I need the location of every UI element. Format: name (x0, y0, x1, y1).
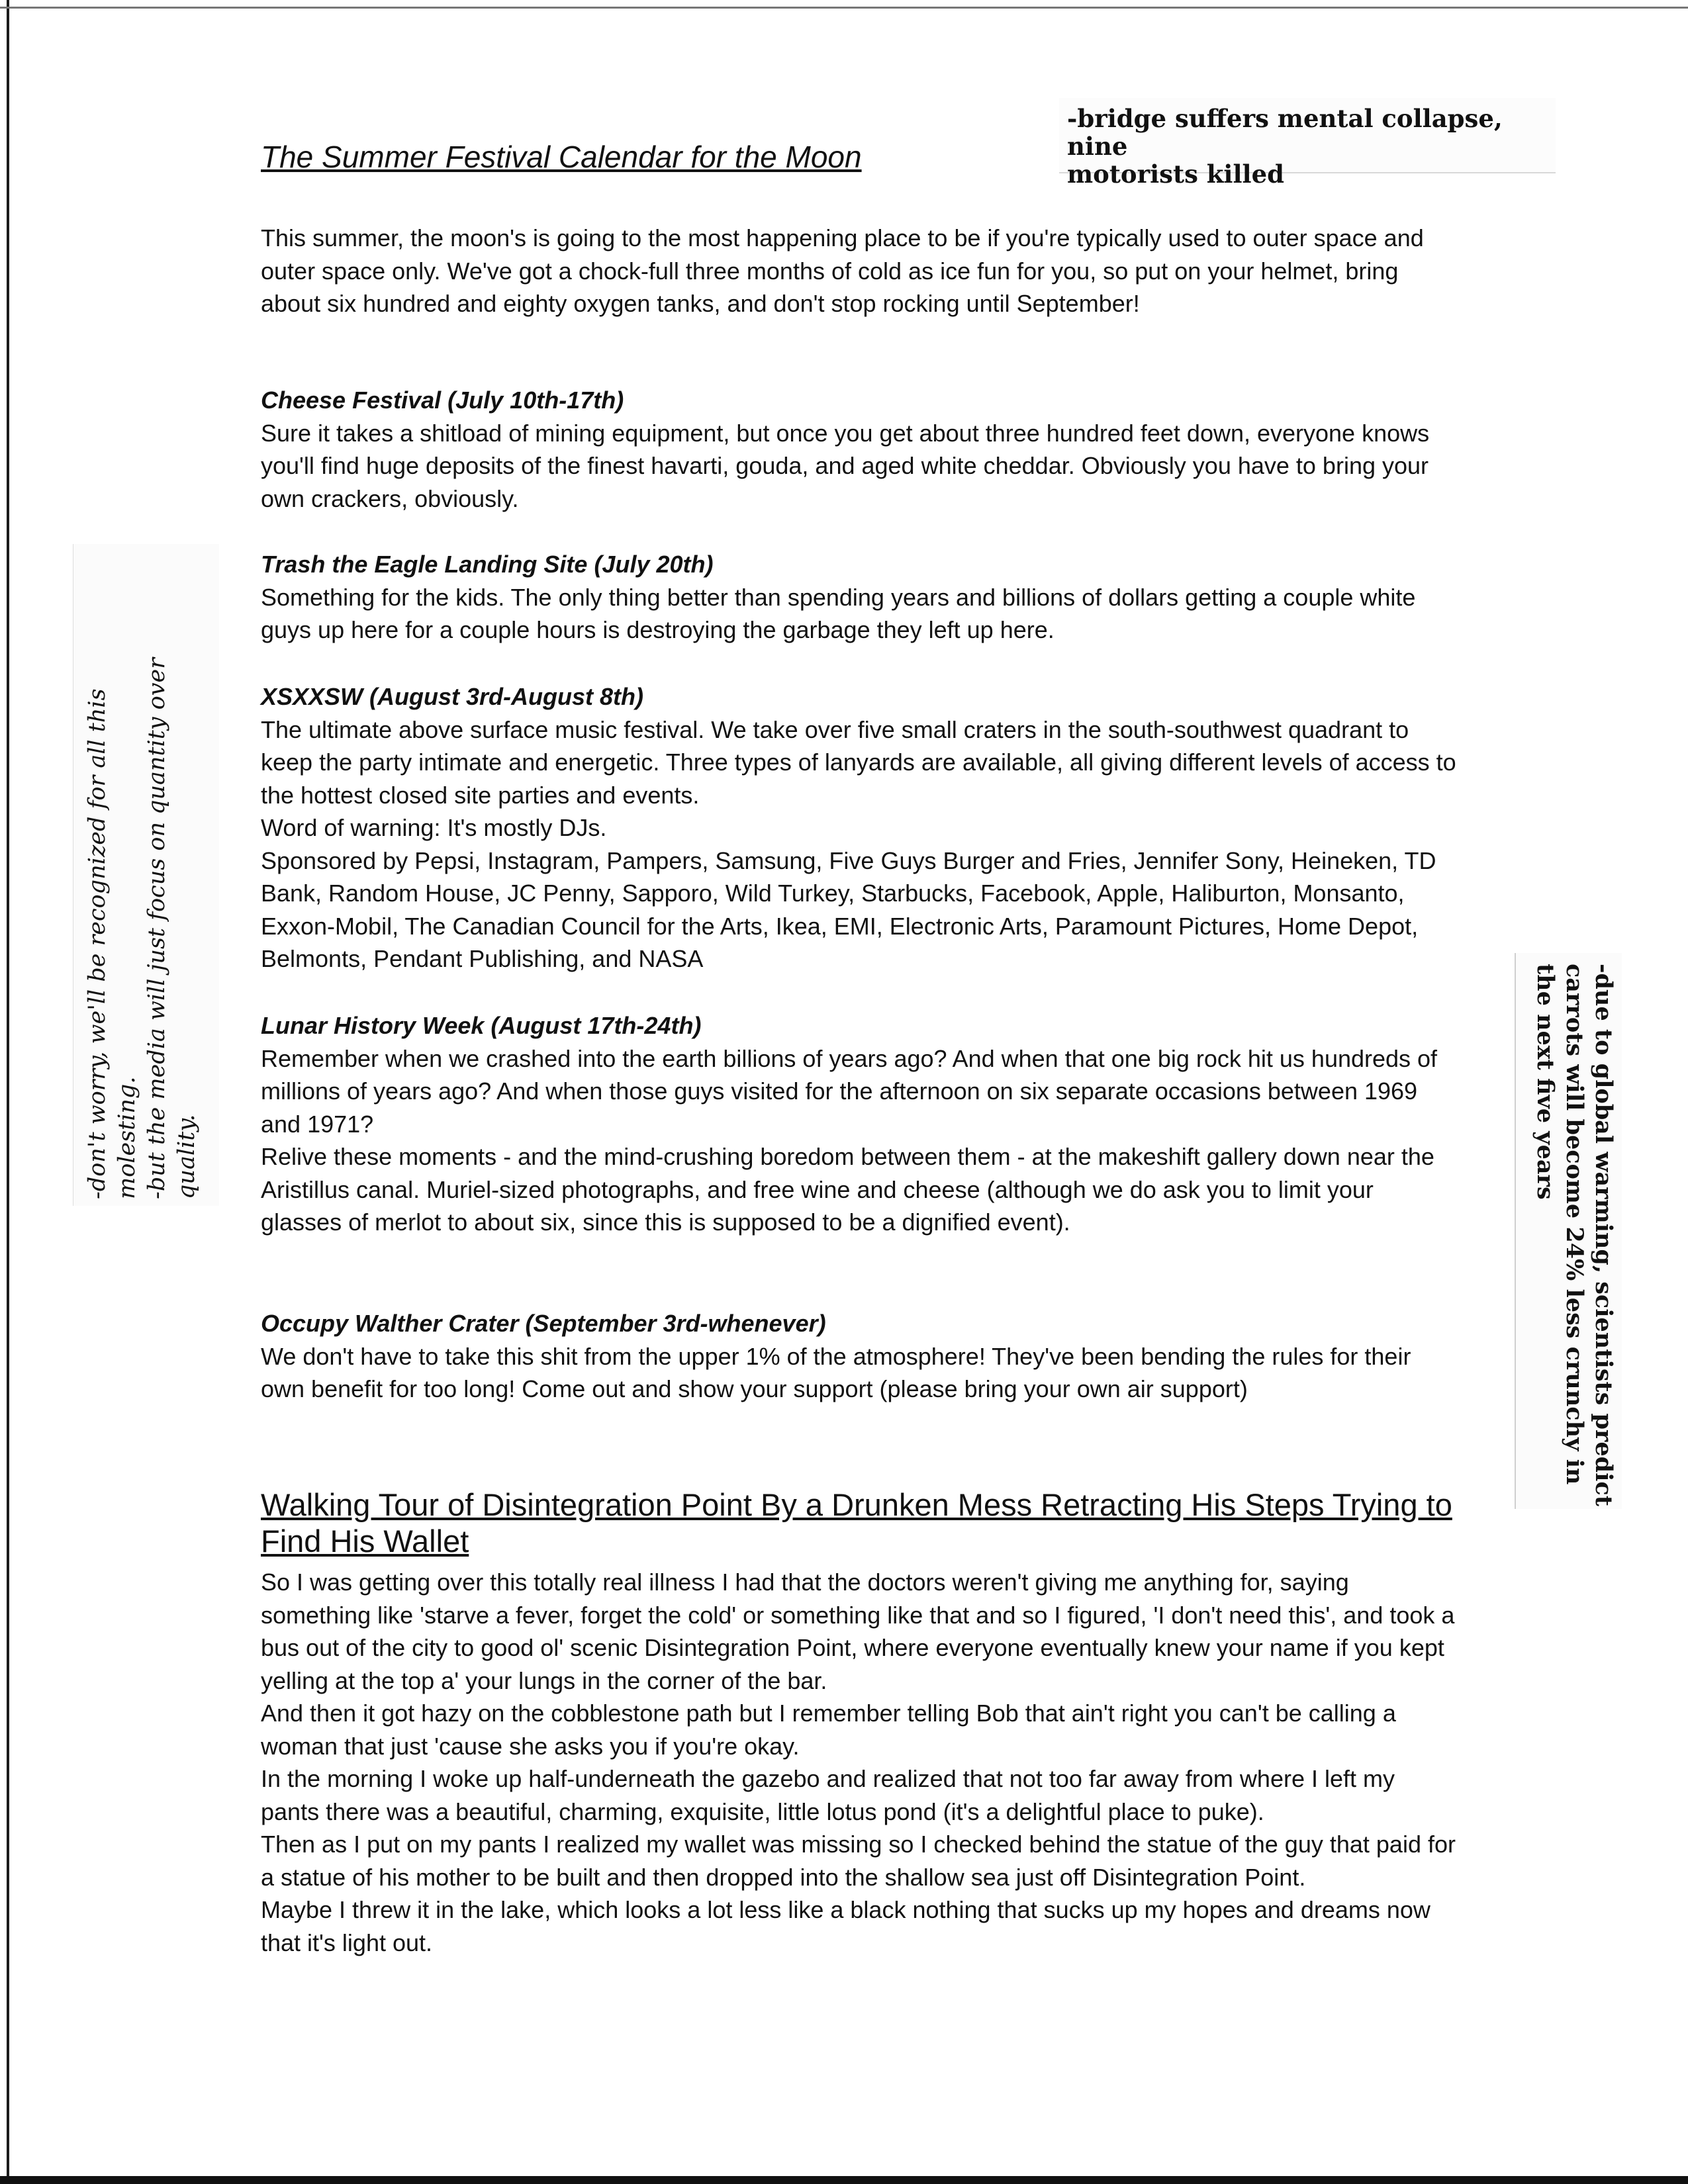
event-heading: Occupy Walther Crater (September 3rd-whenever) (261, 1310, 826, 1337)
event-paragraph: Sponsored by Pepsi, Instagram, Pampers, Samsung, Five Guys Burger and Fries, Jennifer Sony, Heineken, TD Bank, Random House, JC Penny, Sapporo, Wild Turkey, Starbucks, Facebook, Apple, Haliburton, Monsanto, Exxon-Mobil, The Canadian Council for the Arts, Ikea, EMI, Electronic Arts, Paramount Pictures, Home Depot, Belmonts, Pendant Publishing, and NASA (261, 846, 1436, 972)
event-heading: Cheese Festival (July 10th-17th) (261, 387, 624, 414)
event-xsxxsw (261, 680, 1459, 976)
tour-paragraph: And then it got hazy on the cobblestone path but I remember telling Bob that ain't right you can't be calling a woman that just 'cause she asks you if you're okay. (261, 1700, 1396, 1760)
clipping-line: -due to global warming, scientists predict (1590, 964, 1617, 1506)
event-paragraph: Relive these moments - and the mind-crushing boredom between them - at the makeshift gallery down near the Aristillus canal. Muriel-sized photographs, and free wine and cheese (although we do ask you to limit your glasses of merlot to about six, since this is supposed to be a dignified event). (261, 1143, 1434, 1236)
scan-edge-left (7, 0, 9, 2184)
tour-paragraph: Maybe I threw it in the lake, which looks a lot less like a black nothing that sucks up my hopes and dreams now that it's light out. (261, 1896, 1430, 1956)
clipping-line: carrots will become 24% less crunchy in (1561, 964, 1588, 1485)
clipping-text (83, 544, 202, 1199)
article-title: The Summer Festival Calendar for the Moon (261, 140, 862, 174)
event-paragraph: Sure it takes a shitload of mining equipment, but once you get about three hundred feet down, everyone knows you'll find huge deposits of the finest havarti, gouda, and aged white cheddar. Obviously you have to bring your own crackers, obviously. (261, 419, 1430, 512)
clipping-line: molesting. (114, 1076, 140, 1199)
tour-paragraph: In the morning I woke up half-underneath the gazebo and realized that not too far away from where I left my pants there was a beautiful, charming, exquisite, little lotus pond (it's a delightful place to puke). (261, 1765, 1395, 1825)
intro-text: This summer, the moon's is going to the most happening place to be if you're typically used to outer space and outer space only. We've got a chock-full three months of cold as ice fun for you, so put on your helmet, bring about six hundred and eighty oxygen tanks, and don't stop rocking until September! (261, 224, 1424, 317)
tour-title: Walking Tour of Disintegration Point By a Drunken Mess Retracting His Steps Trying to Find His Wallet (261, 1487, 1452, 1559)
tour-paragraph: Then as I put on my pants I realized my wallet was missing so I checked behind the statue of the guy that paid for a statue of his mother to be built and then dropped into the shallow sea just off Disintegration Point. (261, 1831, 1456, 1891)
event-paragraph: Remember when we crashed into the earth billions of years ago? And when that one big rock hit us hundreds of millions of years ago? And when those guys visited for the afternoon on six separate occasions between 1969 and 1971? (261, 1044, 1438, 1138)
scan-edge-top (0, 7, 1688, 9)
event-heading: Lunar History Week (August 17th-24th) (261, 1012, 702, 1039)
headline-clipping-top-right (1059, 98, 1556, 189)
tour-body (261, 1566, 1459, 1959)
clipping-line: quality. (173, 1114, 200, 1199)
event-paragraph: The ultimate above surface music festival. We take over five small craters in the south-southwest quadrant to keep the party intimate and energetic. Three types of lanyards are available, all giving different levels of access to the hottest closed site parties and events. (261, 715, 1456, 809)
clipping-line: -don't worry, we'll be recognized for all this (84, 688, 111, 1199)
headline-clipping-right (1515, 953, 1622, 1509)
clipping-line: the next five years (1532, 964, 1559, 1200)
tour-paragraph: So I was getting over this totally real illness I had that the doctors weren't giving me anything for, saying something like 'starve a fever, forget the cold' or something like that and so I figured, 'I don't need this', and took a bus out of the city to good ol' scenic Disintegration Point, where everyone eventually knew your name if you kept yelling at the top a' your lungs in the corner of the bar. (261, 1569, 1455, 1694)
clipping-text (1067, 105, 1556, 188)
event-heading: XSXXSW (August 3rd-August 8th) (261, 683, 643, 710)
intro-paragraph (261, 222, 1459, 320)
event-paragraph: Word of warning: It's mostly DJs. (261, 814, 607, 841)
event-paragraph: We don't have to take this shit from the upper 1% of the atmosphere! They've been bending the rules for their own benefit for too long! Come out and show your support (please bring your own air support) (261, 1342, 1411, 1402)
event-cheese-festival (261, 384, 1459, 515)
headline-clipping-left (73, 544, 219, 1206)
event-lunar-history-week (261, 1009, 1459, 1239)
scan-edge-bottom (0, 2176, 1688, 2184)
event-paragraph: Something for the kids. The only thing better than spending years and billions of dollars getting a couple white guys up here for a couple hours is destroying the garbage they left up here. (261, 583, 1416, 643)
event-trash-eagle-landing (261, 548, 1459, 647)
clipping-line: -bridge suffers mental collapse, nine (1067, 104, 1503, 161)
clipping-line: motorists killed (1067, 159, 1284, 189)
event-heading: Trash the Eagle Landing Site (July 20th) (261, 551, 714, 578)
clipping-text (1530, 964, 1618, 1509)
event-occupy-walther-crater (261, 1307, 1459, 1406)
clipping-line: -but the media will just focus on quantity over (144, 658, 170, 1199)
